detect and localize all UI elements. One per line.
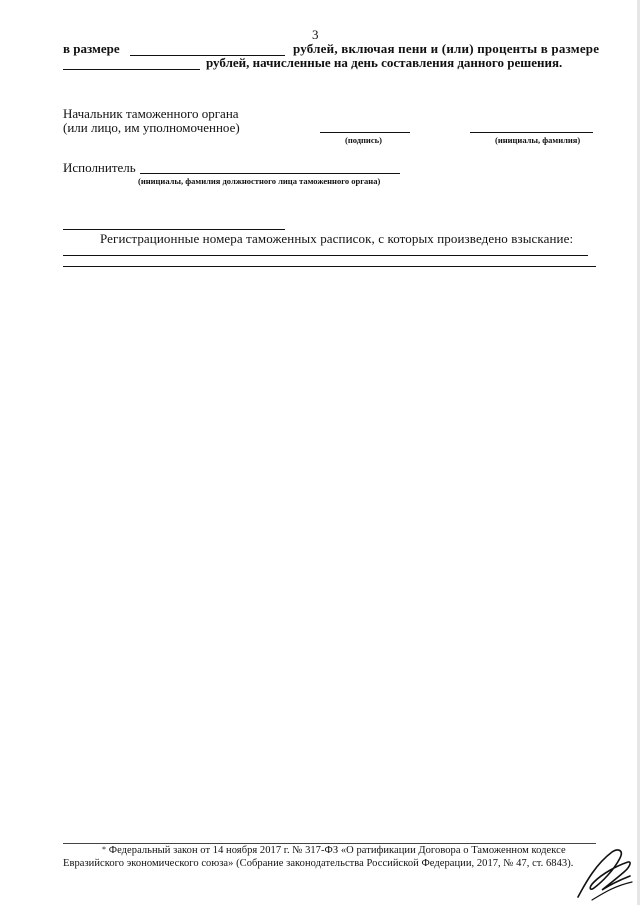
page-number: 3 <box>312 27 319 42</box>
signature-line <box>320 132 410 133</box>
signatory-title-line1: Начальник таможенного органа <box>63 106 239 121</box>
receipts-line-2 <box>63 266 596 267</box>
signature-caption: (подпись) <box>345 135 382 145</box>
amount-line1-text: рублей, включая пени и (или) проценты в размере <box>293 41 600 56</box>
footnote-line2: Евразийского экономического союза» (Собрание законодательства Российской Федерации, 2017, № 47, ст. 6843). <box>63 858 574 869</box>
name-caption: (инициалы, фамилия) <box>495 135 581 145</box>
amount-prefix: в размере <box>63 41 120 56</box>
executor-line <box>140 173 400 174</box>
footnote-text-line1: Федеральный закон от 14 ноября 2017 г. № 317-ФЗ «О ратификации Договора о Таможенном кодексе <box>108 845 566 856</box>
signatory-title-line2: (или лицо, им уполномоченное) <box>63 120 240 135</box>
separator-line <box>63 229 285 230</box>
name-line <box>470 132 593 133</box>
receipts-line-1 <box>63 255 588 256</box>
footnote-separator <box>63 843 596 844</box>
penalty-blank-line <box>63 69 200 70</box>
footnote-marker: * <box>102 845 107 854</box>
executor-label: Исполнитель <box>63 160 136 175</box>
footnote-line1 <box>102 845 566 856</box>
executor-caption: (инициалы, фамилия должностного лица таможенного органа) <box>138 176 381 186</box>
receipts-heading: Регистрационные номера таможенных расписок, с которых произведено взыскание: <box>100 231 574 246</box>
amount-line2-text: рублей, начисленные на день составления данного решения. <box>206 55 563 70</box>
handwritten-signature-icon <box>572 842 638 905</box>
